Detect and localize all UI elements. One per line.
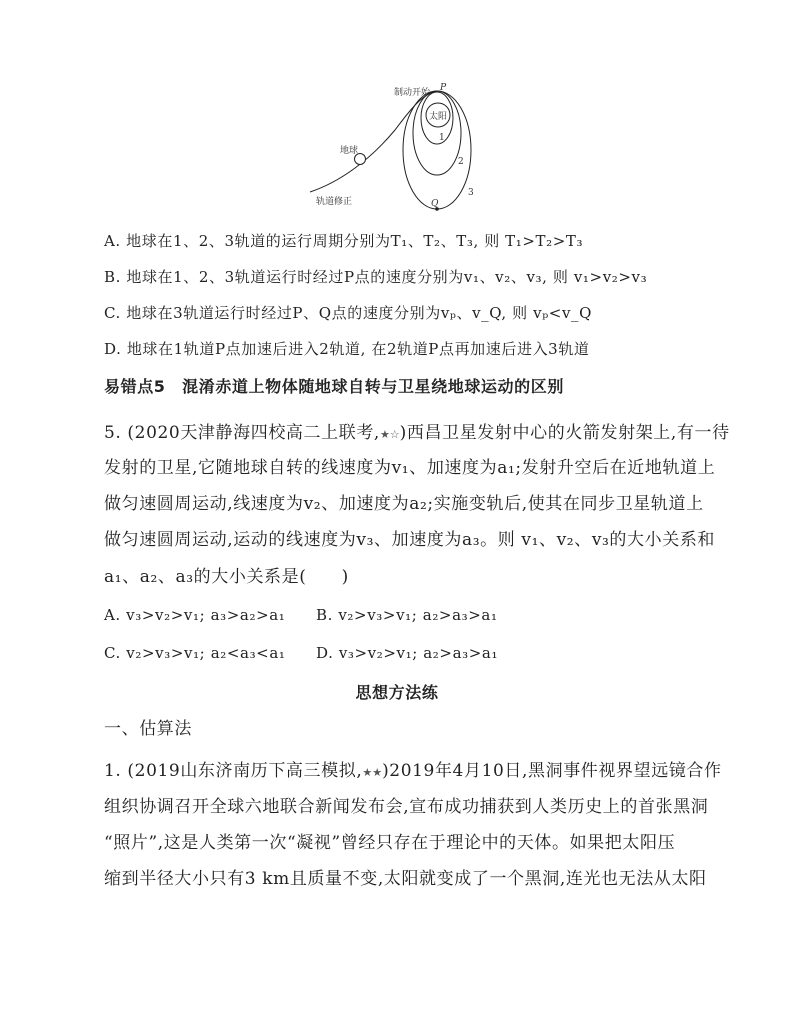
q4-option-a: A. 地球在1、2、3轨道的运行周期分别为T₁、T₂、T₃, 则 T₁>T₂>T₃ [104,232,584,250]
q5-line-1 [104,418,730,443]
q1-line-1-text: )2019年4月10日,黑洞事件视界望远镜合作 [382,761,722,781]
difficulty-stars: ★☆ [379,428,400,441]
method-subheading: 一、估算法 [104,719,192,739]
label-orbit-3: 3 [468,188,474,198]
q1-line-2: 组织协调召开全球六地联合新闻发布会,宣布成功捕获到人类历史上的首张黑洞 [104,797,709,817]
label-orbit-2: 2 [458,157,464,167]
label-q: Q [431,199,439,209]
transfer-trajectory [310,91,437,192]
label-orbit-correction: 轨道修正 [316,197,353,207]
q5-source: 5. (2020天津静海四校高二上联考, [104,423,380,443]
method-title: 思想方法练 [355,683,439,702]
q1-line-1 [104,756,722,781]
q1-line-4: 缩到半径大小只有3 km且质量不变,太阳就变成了一个黑洞,连光也无法从太阳 [104,869,707,889]
difficulty-stars: ★★ [362,766,383,779]
label-orbit-1: 1 [439,133,445,143]
q5-option-c: C. v₂>v₃>v₁; a₂<a₃<a₁ [104,644,286,662]
q5-option-d: D. v₃>v₂>v₁; a₂>a₃>a₁ [316,644,499,662]
label-p: P [440,83,447,93]
q1-source: 1. (2019山东济南历下高三模拟, [104,761,363,781]
q5-line-2: 发射的卫星,它随地球自转的线速度为v₁、加速度为a₁;发射升空后在近地轨道上 [104,458,716,478]
q5-line-1-text: )西昌卫星发射中心的火箭发射架上,有一待 [399,423,730,443]
section-heading: 易错点5 混淆赤道上物体随地球自转与卫星绕地球运动的区别 [104,377,564,396]
q4-option-b: B. 地球在1、2、3轨道运行时经过P点的速度分别为v₁、v₂、v₃, 则 v₁>v₂>v₃ [104,268,648,286]
q5-option-a: A. v₃>v₂>v₁; a₃>a₂>a₁ [104,606,286,624]
q4-option-c: C. 地球在3轨道运行时经过P、Q点的速度分别为vₚ、v_Q, 则 vₚ<v_Q [104,304,593,322]
q4-option-d: D. 地球在1轨道P点加速后进入2轨道, 在2轨道P点再加速后进入3轨道 [104,340,590,358]
orbit-diagram [300,80,500,215]
label-brake-start: 制动开始 [394,88,431,98]
q5-line-4: 做匀速圆周运动,运动的线速度为v₃、加速度为a₃。则 v₁、v₂、v₃的大小关系和 [104,530,716,550]
label-sun: 太阳 [429,112,448,122]
q5-line-3: 做匀速圆周运动,线速度为v₂、加速度为a₂;实施变轨后,使其在同步卫星轨道上 [104,494,704,514]
q1-line-3: “照片”,这是人类第一次“凝视”曾经只存在于理论中的天体。如果把太阳压 [104,833,676,853]
q5-option-b: B. v₂>v₃>v₁; a₂>a₃>a₁ [316,606,498,624]
label-earth: 地球 [340,146,359,156]
q5-line-5: a₁、a₂、a₃的大小关系是( ) [104,567,349,587]
